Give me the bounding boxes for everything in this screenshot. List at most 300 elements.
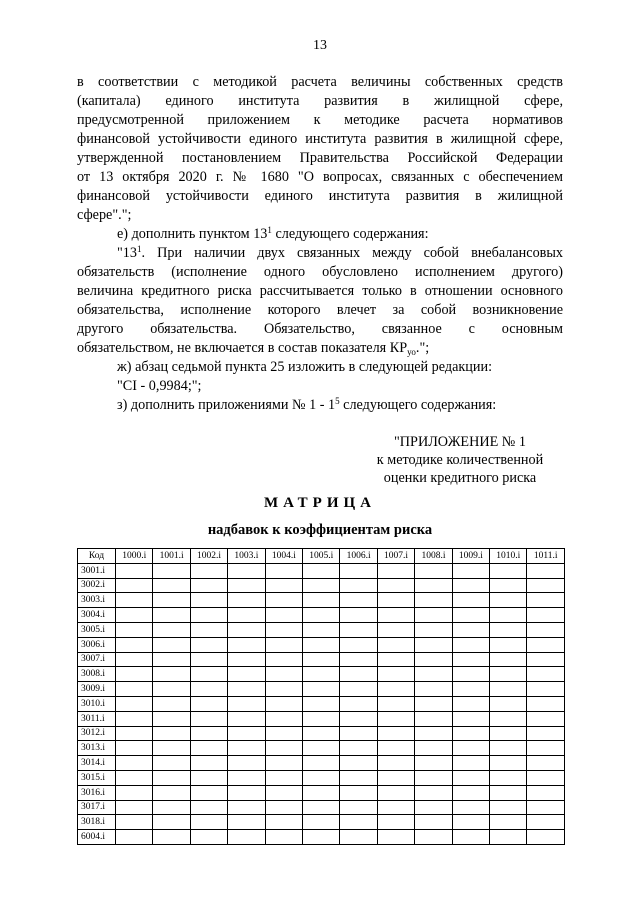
superscript: 1	[136, 244, 142, 254]
matrix-cell	[265, 667, 302, 682]
matrix-cell	[153, 785, 190, 800]
matrix-cell	[228, 756, 265, 771]
paragraph-line: финансовой устойчивости единого института развития в жилищной сфере,	[77, 131, 563, 147]
matrix-cell	[340, 622, 377, 637]
matrix-cell	[527, 756, 565, 771]
table-row	[78, 667, 565, 682]
matrix-cell	[265, 622, 302, 637]
matrix-cell	[303, 667, 340, 682]
matrix-cell	[340, 578, 377, 593]
table-row	[78, 770, 565, 785]
column-header: 1004.i	[265, 549, 302, 564]
matrix-cell	[116, 563, 153, 578]
row-code-cell: 3018.i	[78, 815, 116, 830]
matrix-cell	[303, 637, 340, 652]
matrix-cell	[265, 578, 302, 593]
paragraph-line: величина кредитного риска рассчитывается только в отношении основного	[77, 283, 563, 299]
matrix-cell	[190, 785, 227, 800]
matrix-cell	[116, 578, 153, 593]
table-row	[78, 652, 565, 667]
matrix-cell	[116, 593, 153, 608]
matrix-cell	[190, 830, 227, 845]
column-header: 1008.i	[415, 549, 452, 564]
table-row	[78, 593, 565, 608]
matrix-cell	[527, 711, 565, 726]
column-header: 1009.i	[452, 549, 489, 564]
matrix-cell	[190, 608, 227, 623]
matrix-cell	[116, 770, 153, 785]
matrix-cell	[452, 622, 489, 637]
matrix-cell	[153, 652, 190, 667]
appendix-heading	[350, 433, 570, 487]
matrix-cell	[116, 711, 153, 726]
matrix-cell	[377, 652, 414, 667]
matrix-cell	[153, 563, 190, 578]
matrix-cell	[265, 696, 302, 711]
matrix-cell	[340, 741, 377, 756]
row-code-cell: 3009.i	[78, 682, 116, 697]
matrix-cell	[228, 785, 265, 800]
matrix-cell	[452, 578, 489, 593]
matrix-cell	[377, 726, 414, 741]
matrix-cell	[377, 593, 414, 608]
matrix-cell	[490, 563, 527, 578]
column-header: 1001.i	[153, 549, 190, 564]
row-code-cell: 3005.i	[78, 622, 116, 637]
table-row	[78, 563, 565, 578]
matrix-cell	[303, 563, 340, 578]
matrix-cell	[265, 785, 302, 800]
matrix-cell	[116, 741, 153, 756]
matrix-cell	[527, 622, 565, 637]
text-fragment: . При наличии двух связанных между собой внебалансовых	[141, 245, 563, 261]
appendix-line: к методике количественной	[376, 452, 544, 468]
paragraph-line: сфере".";	[77, 207, 132, 223]
matrix-cell	[228, 622, 265, 637]
matrix-cell	[340, 711, 377, 726]
matrix-cell	[303, 696, 340, 711]
matrix-cell	[377, 696, 414, 711]
text-fragment: следующего содержания:	[271, 226, 429, 242]
table-row	[78, 578, 565, 593]
paragraph-line	[77, 339, 563, 358]
matrix-cell	[527, 652, 565, 667]
matrix-cell	[116, 652, 153, 667]
subscript: уо	[407, 347, 416, 357]
matrix-cell	[452, 770, 489, 785]
matrix-cell	[340, 800, 377, 815]
matrix-cell	[303, 622, 340, 637]
matrix-cell	[527, 770, 565, 785]
matrix-cell	[415, 696, 452, 711]
paragraph-line: финансовой устойчивости единого института развития в жилищной	[77, 188, 563, 204]
matrix-cell	[415, 622, 452, 637]
matrix-cell	[153, 741, 190, 756]
matrix-cell	[490, 622, 527, 637]
matrix-cell	[527, 696, 565, 711]
matrix-cell	[265, 608, 302, 623]
matrix-cell	[303, 815, 340, 830]
matrix-cell	[377, 785, 414, 800]
row-code-cell: 3007.i	[78, 652, 116, 667]
matrix-cell	[153, 830, 190, 845]
matrix-cell	[415, 756, 452, 771]
paragraph-line: предусмотренной приложением к методике расчета нормативов	[77, 112, 563, 128]
matrix-cell	[415, 563, 452, 578]
column-header: 1002.i	[190, 549, 227, 564]
row-code-cell: 3017.i	[78, 800, 116, 815]
matrix-cell	[153, 770, 190, 785]
matrix-cell	[490, 726, 527, 741]
table-row	[78, 815, 565, 830]
matrix-cell	[153, 667, 190, 682]
matrix-cell	[415, 800, 452, 815]
matrix-cell	[452, 830, 489, 845]
matrix-table	[77, 548, 565, 845]
matrix-cell	[190, 726, 227, 741]
superscript: 1	[267, 225, 272, 235]
matrix-cell	[490, 785, 527, 800]
matrix-cell	[303, 682, 340, 697]
matrix-cell	[377, 815, 414, 830]
matrix-cell	[377, 711, 414, 726]
matrix-cell	[340, 563, 377, 578]
row-code-cell: 3006.i	[78, 637, 116, 652]
table-header-row	[78, 549, 565, 564]
matrix-cell	[527, 682, 565, 697]
paragraph-item-e	[77, 225, 563, 244]
matrix-cell	[340, 652, 377, 667]
matrix-cell	[190, 667, 227, 682]
matrix-cell	[228, 578, 265, 593]
matrix-subtitle: надбавок к коэффициентам риска	[207, 522, 433, 538]
matrix-cell	[153, 608, 190, 623]
row-code-cell: 3012.i	[78, 726, 116, 741]
matrix-title: МАТРИЦА	[263, 495, 376, 511]
appendix-line: "ПРИЛОЖЕНИЕ № 1	[394, 434, 526, 450]
matrix-cell	[303, 608, 340, 623]
row-code-cell: 3002.i	[78, 578, 116, 593]
row-code-cell: 6004.i	[78, 830, 116, 845]
matrix-cell	[452, 726, 489, 741]
matrix-cell	[153, 578, 190, 593]
matrix-cell	[527, 800, 565, 815]
matrix-cell	[116, 637, 153, 652]
row-code-cell: 3013.i	[78, 741, 116, 756]
matrix-cell	[228, 667, 265, 682]
matrix-cell	[340, 667, 377, 682]
matrix-cell	[490, 711, 527, 726]
matrix-cell	[490, 608, 527, 623]
matrix-cell	[452, 682, 489, 697]
matrix-cell	[452, 637, 489, 652]
matrix-cell	[228, 637, 265, 652]
matrix-cell	[415, 667, 452, 682]
row-code-cell: 3004.i	[78, 608, 116, 623]
matrix-cell	[303, 800, 340, 815]
matrix-cell	[377, 637, 414, 652]
matrix-cell	[265, 756, 302, 771]
matrix-cell	[303, 652, 340, 667]
column-header: 1005.i	[303, 549, 340, 564]
matrix-cell	[116, 815, 153, 830]
matrix-cell	[153, 637, 190, 652]
matrix-cell	[377, 578, 414, 593]
paragraph-quote-ci: "CI - 0,9984;";	[117, 378, 202, 394]
matrix-cell	[190, 800, 227, 815]
matrix-cell	[490, 593, 527, 608]
matrix-cell	[116, 800, 153, 815]
matrix-cell	[228, 682, 265, 697]
matrix-cell	[228, 830, 265, 845]
matrix-cell	[490, 756, 527, 771]
matrix-cell	[452, 608, 489, 623]
column-header: 1006.i	[340, 549, 377, 564]
matrix-cell	[190, 652, 227, 667]
appendix-line: оценки кредитного риска	[383, 470, 537, 486]
matrix-cell	[490, 652, 527, 667]
matrix-cell	[265, 741, 302, 756]
matrix-cell	[153, 593, 190, 608]
column-header: 1007.i	[377, 549, 414, 564]
matrix-cell	[527, 667, 565, 682]
matrix-cell	[153, 622, 190, 637]
matrix-cell	[265, 770, 302, 785]
matrix-cell	[415, 830, 452, 845]
matrix-cell	[340, 637, 377, 652]
matrix-cell	[340, 726, 377, 741]
matrix-cell	[228, 770, 265, 785]
matrix-cell	[153, 756, 190, 771]
matrix-cell	[377, 667, 414, 682]
matrix-cell	[527, 637, 565, 652]
matrix-cell	[265, 563, 302, 578]
column-header: 1000.i	[116, 549, 153, 564]
matrix-cell	[377, 622, 414, 637]
matrix-cell	[303, 593, 340, 608]
matrix-cell	[527, 785, 565, 800]
paragraph-line: обязательства, исполнение которого влечет за собой возникновение	[77, 302, 563, 318]
page-number: 13	[313, 38, 327, 53]
matrix-cell	[303, 741, 340, 756]
row-code-cell: 3008.i	[78, 667, 116, 682]
matrix-cell	[415, 770, 452, 785]
matrix-cell	[527, 726, 565, 741]
matrix-cell	[116, 608, 153, 623]
matrix-cell	[116, 696, 153, 711]
matrix-cell	[190, 711, 227, 726]
matrix-cell	[377, 830, 414, 845]
matrix-cell	[490, 770, 527, 785]
matrix-cell	[303, 726, 340, 741]
matrix-cell	[490, 637, 527, 652]
matrix-cell	[452, 785, 489, 800]
matrix-cell	[190, 815, 227, 830]
matrix-cell	[452, 815, 489, 830]
matrix-cell	[490, 578, 527, 593]
matrix-cell	[153, 682, 190, 697]
matrix-cell	[527, 593, 565, 608]
table-row	[78, 637, 565, 652]
matrix-cell	[265, 711, 302, 726]
column-header: 1010.i	[490, 549, 527, 564]
matrix-cell	[490, 830, 527, 845]
matrix-cell	[377, 682, 414, 697]
matrix-cell	[415, 578, 452, 593]
column-header: 1011.i	[527, 549, 565, 564]
matrix-cell	[452, 563, 489, 578]
table-row	[78, 800, 565, 815]
paragraph-quote-first-line	[77, 244, 563, 263]
superscript: 5	[335, 396, 340, 406]
matrix-cell	[340, 815, 377, 830]
matrix-cell	[415, 726, 452, 741]
matrix-cell	[153, 800, 190, 815]
matrix-cell	[153, 711, 190, 726]
matrix-cell	[527, 741, 565, 756]
matrix-cell	[452, 711, 489, 726]
paragraph-item-zh: ж) абзац седьмой пункта 25 изложить в следующей редакции:	[117, 359, 493, 375]
matrix-cell	[490, 800, 527, 815]
text-fragment: з) дополнить приложениями № 1 - 1	[117, 397, 336, 413]
column-header-code: Код	[78, 549, 116, 564]
matrix-cell	[340, 756, 377, 771]
matrix-cell	[415, 652, 452, 667]
matrix-cell	[377, 741, 414, 756]
matrix-cell	[415, 785, 452, 800]
matrix-cell	[190, 682, 227, 697]
row-code-cell: 3010.i	[78, 696, 116, 711]
matrix-cell	[415, 682, 452, 697]
matrix-cell	[190, 770, 227, 785]
matrix-cell	[116, 830, 153, 845]
matrix-cell	[377, 756, 414, 771]
matrix-cell	[190, 622, 227, 637]
matrix-cell	[303, 785, 340, 800]
paragraph-line: обязательств (исполнение одного обусловлено исполнением другого)	[77, 264, 563, 280]
document-body	[77, 73, 563, 415]
matrix-cell	[490, 682, 527, 697]
matrix-cell	[490, 667, 527, 682]
matrix-cell	[527, 830, 565, 845]
matrix-cell	[265, 800, 302, 815]
matrix-cell	[340, 830, 377, 845]
matrix-cell	[228, 652, 265, 667]
row-code-cell: 3003.i	[78, 593, 116, 608]
matrix-cell	[340, 696, 377, 711]
matrix-cell	[265, 593, 302, 608]
matrix-cell	[190, 637, 227, 652]
matrix-cell	[153, 726, 190, 741]
paragraph-item-z	[77, 396, 563, 415]
matrix-cell	[340, 770, 377, 785]
matrix-cell	[303, 756, 340, 771]
matrix-cell	[452, 696, 489, 711]
paragraph-line: в соответствии с методикой расчета величины собственных средств	[77, 74, 563, 90]
row-code-cell: 3015.i	[78, 770, 116, 785]
paragraph-line: утвержденной постановлением Правительства Российской Федерации	[77, 150, 563, 166]
matrix-cell	[228, 593, 265, 608]
matrix-cell	[340, 608, 377, 623]
paragraph-line: (капитала) единого института развития в жилищной сфере,	[77, 93, 563, 109]
matrix-cell	[415, 815, 452, 830]
table-row	[78, 741, 565, 756]
table-row	[78, 608, 565, 623]
matrix-cell	[377, 770, 414, 785]
paragraph-line: другого обязательства. Обязательство, связанное с основным	[77, 321, 563, 337]
table-row	[78, 726, 565, 741]
matrix-cell	[340, 682, 377, 697]
matrix-cell	[228, 608, 265, 623]
matrix-cell	[190, 756, 227, 771]
matrix-cell	[452, 652, 489, 667]
matrix-cell	[340, 785, 377, 800]
column-header: 1003.i	[228, 549, 265, 564]
matrix-cell	[415, 711, 452, 726]
table-row	[78, 756, 565, 771]
matrix-cell	[190, 578, 227, 593]
matrix-cell	[377, 563, 414, 578]
matrix-cell	[228, 696, 265, 711]
matrix-cell	[116, 682, 153, 697]
row-code-cell: 3014.i	[78, 756, 116, 771]
table-row	[78, 830, 565, 845]
matrix-cell	[415, 593, 452, 608]
matrix-cell	[377, 608, 414, 623]
matrix-cell	[153, 815, 190, 830]
matrix-cell	[377, 800, 414, 815]
matrix-cell	[415, 608, 452, 623]
matrix-cell	[527, 608, 565, 623]
matrix-cell	[228, 711, 265, 726]
matrix-cell	[228, 815, 265, 830]
matrix-cell	[265, 637, 302, 652]
table-row	[78, 622, 565, 637]
matrix-cell	[527, 563, 565, 578]
matrix-cell	[415, 637, 452, 652]
matrix-cell	[153, 696, 190, 711]
text-fragment: обязательством, не включается в состав показателя КР	[77, 340, 408, 356]
matrix-cell	[116, 756, 153, 771]
matrix-cell	[116, 726, 153, 741]
matrix-cell	[303, 830, 340, 845]
matrix-cell	[265, 682, 302, 697]
matrix-cell	[228, 563, 265, 578]
matrix-cell	[527, 815, 565, 830]
matrix-cell	[228, 726, 265, 741]
matrix-cell	[452, 593, 489, 608]
table-row	[78, 785, 565, 800]
matrix-cell	[452, 667, 489, 682]
matrix-cell	[190, 741, 227, 756]
matrix-cell	[265, 652, 302, 667]
matrix-cell	[190, 593, 227, 608]
matrix-cell	[340, 593, 377, 608]
text-fragment: "13	[117, 245, 137, 261]
matrix-cell	[116, 667, 153, 682]
text-fragment: е) дополнить пунктом 13	[117, 226, 268, 242]
matrix-cell	[452, 741, 489, 756]
matrix-cell	[116, 622, 153, 637]
matrix-cell	[452, 800, 489, 815]
table-row	[78, 682, 565, 697]
table-row	[78, 696, 565, 711]
row-code-cell: 3011.i	[78, 711, 116, 726]
matrix-cell	[527, 578, 565, 593]
matrix-cell	[452, 756, 489, 771]
matrix-cell	[265, 815, 302, 830]
matrix-cell	[265, 830, 302, 845]
